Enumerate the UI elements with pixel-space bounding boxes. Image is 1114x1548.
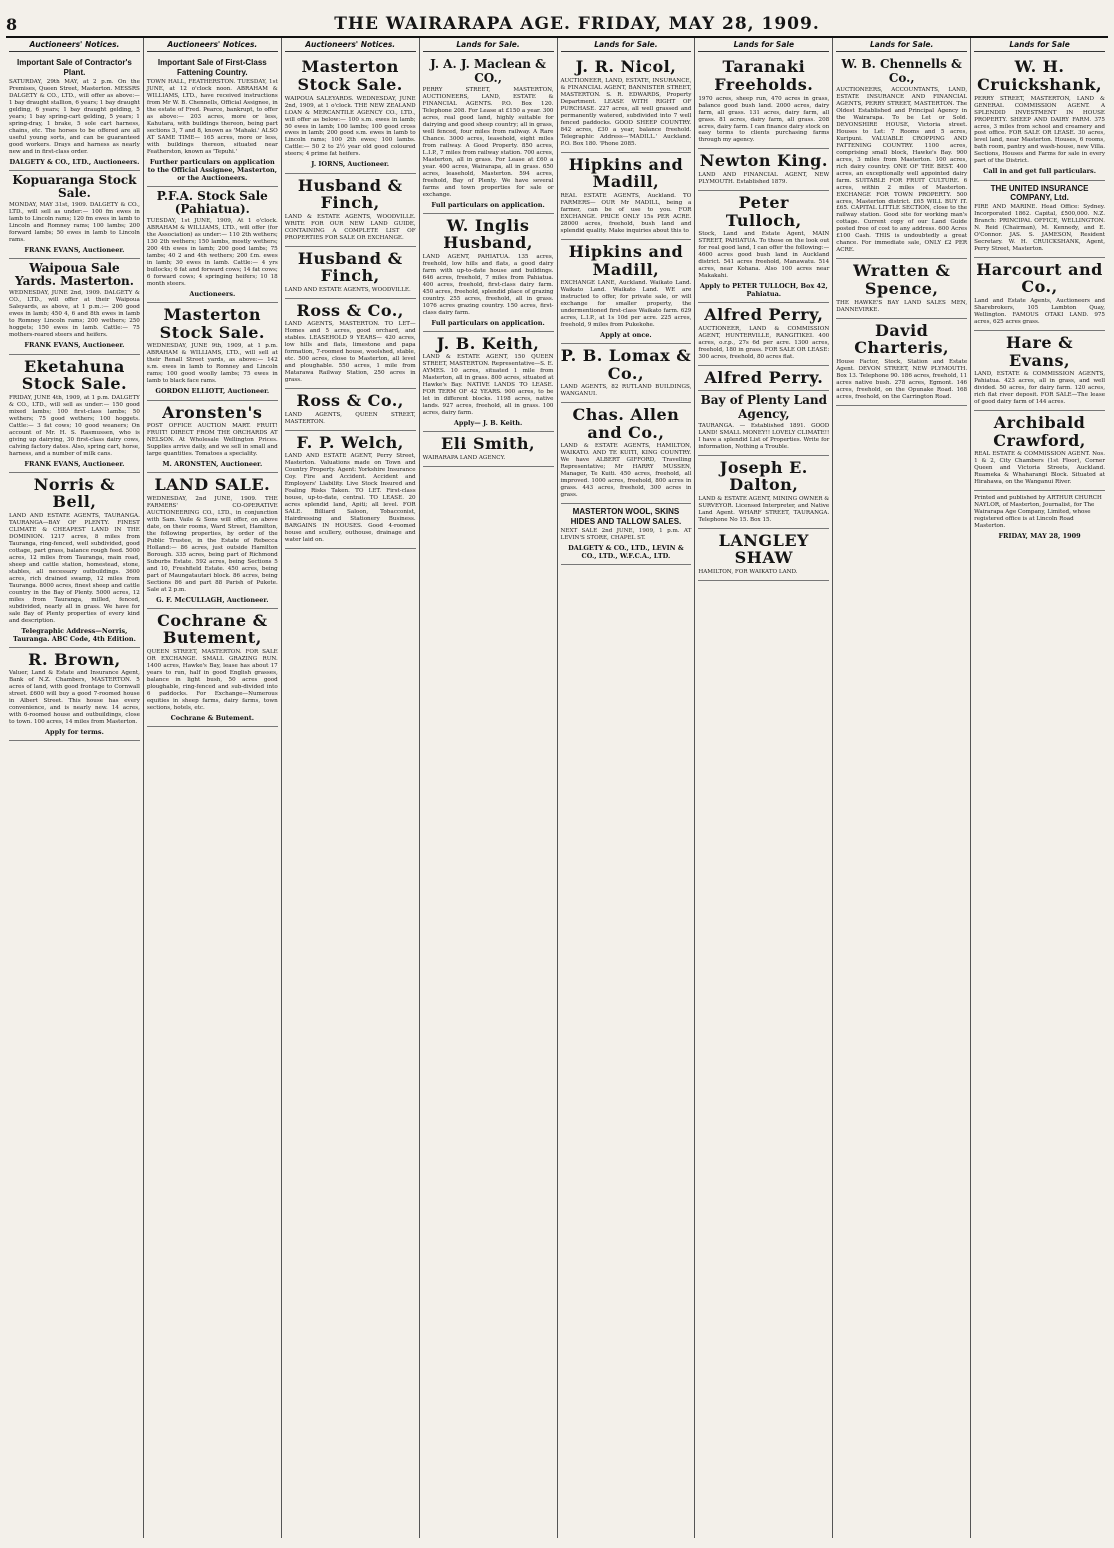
column-heading: Lands for Sale. [836,40,967,52]
ad-signature: FRANK EVANS, Auctioneer. [24,459,125,468]
ad-title: Hare & Evans, [1006,332,1074,370]
ad-title: Bay of Plenty Land Agency, [700,393,827,421]
advertisement [147,473,278,609]
advertisement [698,391,829,455]
ad-title: Important Sale of First-Class Fattening Country. [157,58,267,77]
ad-signature: Full particulars on application. [431,318,545,327]
ad-signature: DALGETY & CO., LTD., LEVIN & CO., LTD., W.F.C.A., LTD. [568,543,684,560]
column-heading: Lands for Sale [698,40,829,52]
ad-body: LAND AND ESTATE AGENT, Perry Street, Masterton. Valuations made on Town and Country Property. Agent: Yorkshire Insurance Coy. Fire and Accident. Accident and Employers' Liability. Live Stock Insured and Foaling Risks Taken. TO LET. First-class house, up-to-date, central. TO LEASE. 20 acres splendid land, Apiti; all level. FOR SALE. Billiard Saloon, Tobacconist, Hairdressing and Stationery Business. BARGAINS IN HOUSES. Good 4-roomed house and scullery, outhouse, drainage and water laid on. [284,453,416,544]
advertisement [836,319,967,406]
ad-title: P.F.A. Stock Sale (Pahiatua). [156,188,268,217]
column-4 [420,38,558,1538]
ad-body: WAIPOUA SALEYARDS. WEDNESDAY, JUNE 2nd, 1909, at 1 o'clock. THE NEW ZEALAND LOAN & MERCANTILE AGENCY CO., LTD., will offer as below:— 100 s.m. ewes in lamb; 50 ewes in lamb; 100 lambs; 100 good cross ewes in lamb; 200 good s.m. ewes in lamb to Lincoln rams; 100 2th ewes; 100 lambs. Cattle:— 50 2 to 2½ year old good coloured steers; 4 prime fat heifers. [284,95,416,158]
advertisement [9,473,140,648]
ad-body: WEDNESDAY, 2nd JUNE, 1909. THE FARMERS' CO-OPERATIVE AUCTIONEERING CO., LTD., in conjunction with Sam. Vaile & Sons will offer, on above date, on their rooms, Ward Street, Hamilton, the following properties, by order of the Public Trustee, in the Estate of Rebecca Holland:— 86 acres, just outside Hamilton Borough. 335 acres, being part of Richmond Suburbs Estate. 592 acres, being Sections 5 and 10, Freshfield Estate. 450 acres, being part of Maungatautari block. 86 acres, being Sections 86 and part 88 Parish of Pukete. Sale at 2 p.m. [146,495,278,593]
ad-body: REAL ESTATE & COMMISSION AGENT. Nos. 1 & 2, City Chambers (1st Floor), Corner Queen and Victoria Streets, Auckland. Ruameka & Whaharangi Block. Situated at Hirahawa, on the Wanganui River. [974,451,1105,486]
ad-body: EXCHANGE LANE, Auckland. Waikato Land. Waikato Land. Waikato Land. WE are instructed to offer, for private sale, or will exchange for smaller property, the undermentioned first-class Waikato farm. 629 acres, L.I.P., at 1s 10d per acre. 225 acres, freehold, 9 miles from Pukekohe. [560,280,692,328]
ad-body: LAND AGENTS, MASTERTON. TO LET— Homes and 5 acres, good orchard, and stables. LEASEHOLD 9 YEARS— 420 acres, low hills and flats, limestone and papa formation, 7-roomed house, woolshed, stable, etc. 500 acres, close to Masterton, all level and ploughable. 550 acres, 1 mile from Matarawa Railway Station, 250 acres in grass. [284,321,416,384]
advertisement [561,344,692,403]
advertisement [561,240,692,344]
ad-signature: Telegraphic Address—Norris, Tauranga. ABC Code, 4th Edition. [12,626,136,643]
advertisement [285,247,416,299]
ad-body: POST OFFICE AUCTION MART. FRUIT! FRUIT! DIRECT FROM THE ORCHARDS AT NELSON. At Wholesale Wellington Prices. Supplies arrive daily, and we sell in small and large quantities. Tomatoes a speciality. [146,423,278,458]
advertisement [698,529,829,581]
advertisement [561,153,692,240]
ad-body: LAND & ESTATE AGENT, 150 QUEEN STREET, MASTERTON. Representative—S. E. AYMES. 10 acres, situated 1 mile from Masterton, all in grass. 800 acres, situated at Hawke's Bay. NATIVE LANDS TO LEASE. FOR TERM OF 42 YEARS. 900 acres, to be let in different blocks. 1198 acres, native lands. 927 acres, freehold, all in grass. 100 acres, dairy farm. [422,354,554,417]
ad-body: LAND, ESTATE & COMMISSION AGENTS, Pahiatua. 423 acres, all in grass, and well divided. 50 acres, for dairy farm. 120 acres, rich flat river deposit. FOR SALE—The lease of good dairy farm of 144 acres. [974,371,1105,406]
ad-body: FRIDAY, JUNE 4th, 1909, at 1 p.m. DALGETY & CO., LTD., will sell as under:— 150 good mixed lambs; 100 first-class lambs; 50 wethers; 75 good wethers; 100 hoggets. Cattle:— 3 fat cows; 10 good weaners; On account of Mr. H. S. Rasmussen, who is giving up dairying, 30 first-class dairy cows, calving factory dates. Also, spring cart, horse, harness, and a number of milk cans. [9,394,140,457]
ad-title: Archibald Crawford, [993,413,1086,450]
advertisement [285,55,416,173]
ad-body: HAMILTON, FOR WAIKATO LAND. [698,569,798,576]
ad-title: Newton King. [699,151,828,171]
column-heading: Auctioneers' Notices. [9,40,140,52]
ad-body: TUESDAY, 1st JUNE, 1909, At 1 o'clock. ABRAHAM & WILLIAMS, LTD., will offer (for the Association) as under:— 110 2th wethers; 130 2th wethers; 150 lambs, mostly wethers; 200 4th ewes in lamb; 200 good lambs; 75 lambs; 40 2 and 4th wethers; 200 f.m. ewes in lamb; 30 ewes in lamb. Cattle:— 4 yrs bullocks; 6 fat and forward cows; 14 fat cows; 6 forward cows; 4 springing heifers; 10 18 month steers. [146,218,278,288]
ad-title: J. R. Nicol, [575,57,677,77]
ad-title: Eketahuna Stock Sale. [21,356,128,394]
ad-body: LAND AND ESTATE AGENTS, TAURANGA. TAURANGA—BAY OF PLENTY. FINEST CLIMATE & CHEAPEST LAND IN THE DOMINION. 1217 acres, 8 miles from Tauranga, ring-fenced, well subdivided, good cottage, part grass, balance rough feed. 5000 acres, 12 miles from Tauranga, main road, sheep and cattle station, homestead, stone, stables, all necessary outbuildings. 3600 acres, rich drained swamp, 12 miles from Tauranga. 8000 acres, finest sheep and cattle country in the Bay of Plenty. 5000 acres, 12 miles from Tauranga, milled, fenced, subdivided, nearly all in grass. We have for sale Bay of Plenty properties of every kind and description. [9,512,140,624]
ad-signature: Apply— J. B. Keith. [453,419,523,428]
ad-title: Kopuaranga Stock Sale. [12,172,137,200]
advertisement [974,181,1105,258]
ad-title: Masterton Stock Sale. [297,57,403,94]
ad-body: AUCTIONEER, LAND, ESTATE, INSURANCE, & FINANCIAL AGENT, BANNISTER STREET, MASTERTON. S. R. EDWARDS, Property Department. LEASE WITH RIGHT OF PURCHASE. 227 acres, all well grassed and permanently watered, subdivided into 7 well fenced paddocks. GOOD SHEEP COUNTRY. 842 acres, £30 a year, balance freehold. Telegraphic Address—'MADILL.' Auckland. P.O. Box 180. 'Phone 2085. [560,77,692,147]
ad-title: F. P. Welch, [296,432,404,452]
column-heading: Auctioneers' Notices. [147,40,278,52]
advertisement [9,55,140,170]
ad-title: W. B. Chennells & Co., [841,57,962,85]
advertisement [285,299,416,389]
advertisement [423,332,554,433]
ad-title: P. B. Lomax & Co., [560,346,692,383]
advertisement [147,55,278,187]
ad-signature: Apply at once. [600,330,652,339]
advertisement [147,303,278,400]
advertisement [285,431,416,549]
ad-signature: FRANK EVANS, Auctioneer. [24,341,125,350]
ad-body: REAL ESTATE AGENTS, Auckland. TO FARMERS— OUR Mr MADILL, being a farmer, can be of use to you. FOR EXCHANGE. PRICE ONLY 15s PER ACRE. 28000 acres, freehold, bush land and splendid quality. Make inquiries about this to [560,193,692,234]
ad-signature: Auctioneers. [189,290,236,299]
advertisement [698,456,829,529]
ad-body: PERRY STREET, MASTERTON, AUCTIONEERS, LAND, ESTATE & FINANCIAL AGENTS. P.O. Box 120. Telephone 208. For Lease at £150 a year. 300 acres, real good land, highly suitable for dairying and good sheep country; all in grass, well fenced, four miles from railway. A Rare Chance. 3000 acres, leasehold, eight miles from railway. A Good Property. 850 acres, L.I.P., 7 miles from railway station. 700 acres, Masterton, all in grass. For Lease at £60 a year. 400 acres, Wairarapa, all in grass. 650 acres, leasehold, Masterton. 594 acres, freehold, Bay of Plenty. We have several farms and town properties for sale or exchange. [422,86,554,198]
advertisement [147,401,278,474]
ad-body: Stock, Land and Estate Agent, MAIN STREET, PAHIATUA. To those on the look out for real good land, I can offer the following:— 4600 acres good bush land in Auckland district. 541 acres freehold, Manawatu. 514 acres, near Kohana. Also 100 acres near Makakahi. [698,231,830,280]
ad-signature: M. ARONSTEN, Auctioneer. [162,460,263,469]
advertisement [698,149,829,191]
ad-body: MONDAY, MAY 31st, 1909. DALGETY & CO., LTD., will sell as under:— 100 fm ewes in lamb to Lincoln rams; 120 fm ewes in lamb to Lincoln and Romney rams; 100 lambs; 200 forward lambs; 50 ewes in lamb to Lincoln rams. [9,202,140,243]
ad-signature: Cochrane & Butement. [170,713,255,722]
column-3 [282,38,420,1538]
ad-body: PERRY STREET, MASTERTON, LAND & GENERAL COMMISSION AGENT. A SPLENDID INVESTMENT IN HOUSE PROPERTY. SHEEP AND DAIRY FARM. 375 acres, 3 miles from school and creamery and post office. FOR SALE OR LEASE. 30 acres, level land, near Masterton. Houses, 6 rooms, bath room, pantry and wash-house, new Villa. Sections, Houses and Farms for sale in every part of the District. [974,95,1105,165]
ad-body: LAND AND FINANCIAL AGENT, NEW PLYMOUTH. Established 1879. [698,172,830,186]
ad-title: Hipkins and Madill, [568,241,684,279]
ad-signature: G. F. McCULLAGH, Auctioneer. [156,595,269,604]
ad-body: AUCTIONEER, LAND & COMMISSION AGENT, HUNTERVILLE, RANGITIKEI. 400 acres, o.r.p., 27s 6d per acre. 1300 acres, freehold, 180 in grass. FOR SALE OR LEASE: 300 acres, freehold, 80 acres flat. [698,325,830,360]
ad-body: House Factor, Stock, Station and Estate Agent. DEVON STREET, NEW PLYMOUTH. Box 13. Telephone 90. 186 acres, freehold, 11 acres native bush. 278 acres, Egmont. 146 acres, freehold, on the Opunake Road. 168 acres, freehold, on the Carrington Road. [836,358,968,400]
advertisement [423,432,554,467]
column-5 [558,38,696,1538]
ad-signature: Full particulars on application. [431,200,545,209]
ad-title: Hipkins and Madill, [568,154,684,192]
ad-body: FIRE AND MARINE. Head Office: Sydney. Incorporated 1862. Capital, £500,000. N.Z. Branch: PRINCIPAL OFFICE, WELLINGTON. N. Reid (Chairman), M. Kennedy, and E. O'Connor. JAS. S. JAMESON, Resident Secretary. W. H. CRUICKSHANK, Agent, Perry Street, Masterton. [974,203,1105,252]
ad-title: Harcourt and Co., [976,259,1103,297]
advertisement [836,55,967,259]
advertisement [836,259,967,318]
ad-title: Cochrane & Butement, [157,610,268,648]
column-heading: Lands for Sale. [561,40,692,52]
ad-body: LAND & ESTATE AGENTS, HAMILTON, WAIKATO. AND TE KUITI, KING COUNTRY. We have ALBERT GIFFORD, Travelling Representative; Mr HARRY MUSSEN, Manager, Te Kuiti. 450 acres, freehold, all improved. 1000 acres, freehold, 800 acres in grass. 443 acres, freehold, 300 acres in grass. [560,443,692,499]
ad-signature: Call in and get full particulars. [983,167,1096,176]
ad-body: Valuer, Land & Estate and Insurance Agent, Bank of N.Z. Chambers, MASTERTON. 5 acres of land, with good frontage to Cornwall street. £600 will buy a good 7-roomed house in Albert Street. This house has every convenience, and is nearly new. 14 acres, with 6-roomed house and outbuildings, close to town. 100 acres, 14 miles from Masterton. [9,670,140,726]
ad-body: WAIRARAPA LAND AGENCY. [422,454,506,461]
ad-body: QUEEN STREET, MASTERTON. FOR SALE OR EXCHANGE. SMALL GRAZING RUN. 1400 acres, Hawke's Bay, lease has about 17 years to run, half in good English grasses, balance in light bush, 50 acres good ploughable, ring-fenced and sub-divided into 6 paddocks. For Exchange—Numerous equities in sheep farms, dairy farms, town sections, hotels, etc. [146,648,278,711]
columns [6,38,1108,1538]
advertisement [9,259,140,354]
ad-signature: J. IORNS, Auctioneer. [311,160,390,169]
ad-title: Husband & Finch, [297,175,403,213]
column-heading: Auctioneers' Notices. [285,40,416,52]
ad-body: SATURDAY, 29th MAY, at 2 p.m. On the Premises, Queen Street, Masterton. MESSRS DALGETY & CO., LTD., will offer as above:— 1 bay draught stallion, 6 years; 1 bay draught gelding, 6 years; 1 bay draught gelding, 5 years; 1 bay spring-cart gelding, 5 years; 1 spring-dray, 1 brake, 5 sole cart harness, chains, etc. The horses to be offered are all useful young sorts, and can be guaranteed good workers. Drays and harness as nearly new and in first-class order. [9,78,140,155]
ad-title: LANGLEY SHAW [718,530,809,568]
ad-title: R. Brown, [28,649,121,669]
ad-signature: DALGETY & CO., LTD., Auctioneers. [9,157,140,166]
ad-title: Wratten & Spence, [853,261,951,298]
ad-body: TOWN HALL, FEATHERSTON. TUESDAY, 1st JUNE, at 12 o'clock noon. ABRAHAM & WILLIAMS, LTD., have received instructions from Mr W. B. Chennells, Official Assignee, in the estate of Fred. Pearce, bankrupt, to offer as above:— 203 acres, more or less, Kahutara, with buildings thereon, being part sections 3, 7 and 8, known as 'Mahaki.' ALSO AT SAME TIME— 165 acres, more or less, with buildings thereon, situated near Featherston, known as 'Tepuhi.' [146,78,278,155]
advertisement [974,331,1105,411]
advertisement [147,609,278,727]
ad-signature: Apply to PETER TULLOCH, Box 42, Pahiatua. [699,282,828,299]
advertisement [9,648,140,742]
ad-signature: Apply for terms. [45,728,104,737]
masthead [6,0,1108,38]
ad-body: THE HAWKE'S BAY LAND SALES MEN, DANNEVIRKE. [836,299,968,313]
ad-body: 1970 acres, sheep run, 470 acres in grass, balance good bush land. 2000 acres, dairy farm, all grass. 131 acres, dairy farm, all grass. 81 acres, dairy farm, all grass. 208 acres, dairy farm. I can finance dairy stock on easy terms to clients purchasing farms through my agency. [698,95,830,144]
ad-signature: Further particulars on application to the Official Assignee, Masterton, or the Auctioneers. [147,157,278,182]
ad-body: AUCTIONEERS, ACCOUNTANTS, LAND, ESTATE INSURANCE AND FINANCIAL AGENTS, PERRY STREET, MASTERTON. The Oldest Established and Principal Agency in the Wairarapa. To be Let or Sold. DEVONSHIRE HOUSE, Victoria street. Houses to Let: 7 Rooms and 5 acres, Kuripuni. VALUABLE CROPPING AND FATTENING COUNTRY. 1100 acres, comprising small block, Hawke's Bay. 900 acres, 3 miles from Masterton. 100 acres, rich dairy country. ONE OF THE BEST. 400 acres, an exceptionally well appointed dairy farm. SUITABLE FOR FRUIT CULTURE. 6 acres, within 2 miles of Masterton. EXCHANGE FOR TOWN PROPERTY. 500 acres, Masterton district. £65 WILL BUY IT. £65. CAPITAL LITTLE SECTION, close to the railway station. Good site for working man's cottage. Current copy of our Land Guide posted free of cost to any address. 600 Acres £100 Cash. THIS is undoubtedly a great chance. For immediate sale, ONLY £2 PER ACRE. [836,86,968,254]
ad-title: Eli Smith, [441,434,536,454]
column-8 [971,38,1108,1538]
ad-signature: FRANK EVANS, Auctioneer. [24,245,125,254]
ad-title: David Charteris, [854,320,950,358]
ad-title: J. A. J. Maclean & CO., [430,57,547,85]
ad-title: LAND SALE. [154,475,271,495]
newspaper-title: THE WAIRARAPA AGE. FRIDAY, MAY 28, 1909. [334,14,820,34]
imprint: Printed and published by ARTHUR CHURCH NAYLOR, of Masterton, Journalist, for The Wairarapa Age Company, Limited, whose registered office is at Lincoln Road Masterton. [974,495,1102,530]
ad-title: Alfred Perry. [704,367,824,387]
advertisement [561,403,692,504]
advertisement [698,303,829,366]
ad-title: Waipoua Sale Yards. Masterton. [14,261,134,289]
advertisement [285,174,416,247]
ad-body: LAND AND ESTATE AGENTS, WOODVILLE. [284,286,411,293]
ad-body: LAND AGENTS, QUEEN STREET, MASTERTON. [284,411,416,425]
ad-title: Husband & Finch, [297,248,403,286]
ad-title: J. B. Keith, [436,333,540,353]
page-number: 8 [6,15,18,34]
advertisement [9,171,140,259]
ad-title: THE UNITED INSURANCE COMPANY, Ltd. [990,183,1089,202]
ad-title: W. H. Cruickshank, [977,57,1103,94]
advertisement [285,389,416,431]
column-6 [695,38,833,1538]
ad-title: Peter Tulloch, [725,193,802,230]
ad-title: Important Sale of Contractor's Plant. [17,58,132,77]
ad-title: Chas. Allen and Co., [572,405,680,442]
ad-title: Ross & Co., [296,391,404,411]
advertisement [974,258,1105,331]
advertisement [974,411,1105,491]
ad-body: LAND AGENT, PAHIATUA. 135 acres, freehold, low hills and flats, a good dairy farm with up-to-date house and buildings. 646 acres, freehold, 7 miles from Pahiatua. 400 acres, freehold, first-class dairy farm. 450 acres, freehold, splendid place of grazing country. 255 acres, freehold, all in grass. 1076 acres grazing country. 150 acres, first-class dairy farm. [422,253,554,316]
ad-title: Alfred Perry, [704,305,824,325]
ad-title: Norris & Bell, [33,474,116,512]
advertisement [698,55,829,149]
ad-body: WEDNESDAY, JUNE 2nd, 1909. DALGETY & CO., LTD., will offer at their Waipoua Saleyards, as above, at 1 p.m.:— 200 good ewes in lamb; 450 4, 6 and 8th ewes in lamb to Romney Lincoln rams; 200 wethers; 250 hoggets; 150 ewes in lamb. Cattle:— 75 mothers-reared steers and heifers. [9,290,140,339]
ad-title: MASTERTON WOOL, SKINS HIDES AND TALLOW SALES. [570,507,682,526]
ad-body: LAND & ESTATE AGENTS, WOODVILLE. WRITE FOR OUR NEW LAND GUIDE, CONTAINING A COMPLETE LIST OF PROPERTIES FOR SALE OR EXCHANGE. [284,213,416,241]
advertisement [561,55,692,152]
advertisement [974,55,1105,180]
ad-title: W. Inglis Husband, [443,215,533,253]
ad-title: Masterton Stock Sale. [159,305,265,342]
ad-title: Joseph E. Dalton, [719,457,808,495]
ad-signature: GORDON ELLIOTT, Auctioneer. [155,387,270,396]
advertisement [698,366,829,392]
column-7 [833,38,971,1538]
advertisement [423,214,554,332]
imprint-date: FRIDAY, MAY 28, 1909 [998,532,1081,541]
ad-body: LAND & ESTATE AGENT, MINING OWNER & SURVEYOR. Licensed Interpreter, and Native Land Agent. WHARF STREET, TAURANGA. Telephone No 15. Box 15. [698,495,830,523]
ad-title: Aronsten's [162,402,263,422]
column-heading: Lands for Sale [974,40,1105,52]
ad-body: NEXT SALE 2nd JUNE, 1909, 1 p.m. AT LEVIN'S STORE, CHAPEL ST. [560,527,692,541]
column-2 [144,38,282,1538]
column-heading: Lands for Sale. [423,40,554,52]
advertisement [561,504,692,565]
ad-body: Land and Estate Agents, Auctioneers and Sharebrokers, 105 Lambton Quay, Wellington. FAMOUS OTAKI LAND. 975 acres, 625 acres grass. [974,297,1105,325]
ad-body: LAND AGENTS, 82 RUTLAND BUILDINGS, WANGANUI. [560,384,692,398]
column-1 [6,38,144,1538]
advertisement [423,55,554,213]
ad-title: Taranaki Freeholds. [714,57,814,94]
advertisement [698,191,829,303]
ad-body: TAURANGA. — Established 1891. GOOD LAND! SMALL MONEY!! LOVELY CLIMATE!! I have a splendid List of Properties. Write for information, Nothing a Trouble. [698,422,830,450]
ad-body: WEDNESDAY, JUNE 9th, 1909, at 1 p.m. ABRAHAM & WILLIAMS, LTD., will sell at their Renall Street yards, as above:— 142 s.m. ewes in lamb to Romney and Lincoln rams; 100 good woolly lambs; 75 ewes in lamb to black face rams. [146,343,278,385]
ad-title: Ross & Co., [296,300,404,320]
advertisement [9,355,140,473]
advertisement [147,187,278,303]
